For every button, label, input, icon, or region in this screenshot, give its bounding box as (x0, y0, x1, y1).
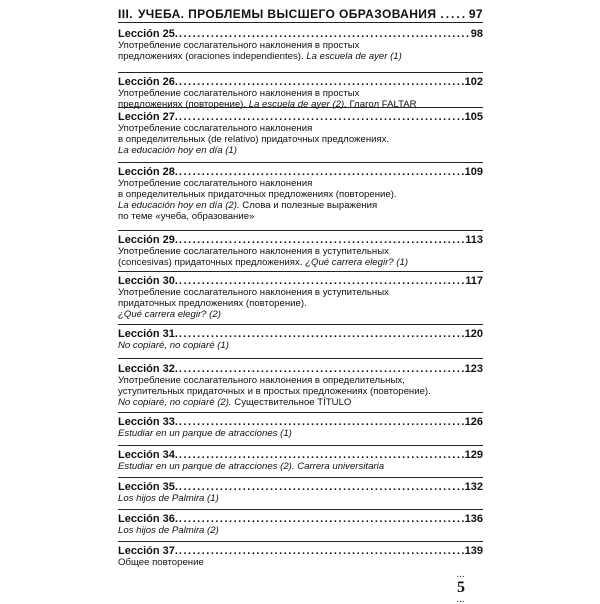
toc-entry (118, 232, 483, 268)
leader-dots (179, 328, 464, 340)
divider (118, 358, 483, 359)
text-run: Употребление сослагательного наклонения в уступительных (118, 246, 389, 257)
description-line (118, 257, 483, 268)
italic-text-run: No copiaré, no copiaré (2). (118, 397, 232, 408)
toc-entry (118, 414, 483, 439)
section-number: III. (118, 7, 133, 21)
italic-text-run: La escuela de ayer (2). (248, 99, 347, 110)
entry-heading (118, 164, 483, 178)
page-folio (453, 573, 469, 603)
divider (118, 230, 483, 231)
leader-dots (179, 513, 464, 525)
toc-entry (118, 447, 483, 472)
description-line (118, 123, 483, 134)
entry-heading (118, 273, 483, 287)
folio-mark-bottom: ... (456, 596, 466, 604)
lesson-title: Lección 34. (118, 449, 178, 461)
text-run: предложениях (oraciones independientes). (118, 51, 307, 62)
italic-text-run: Estudiar en un parque de atracciones (1) (118, 428, 292, 439)
italic-text-run: ¿Qué carrera elegir? (1) (305, 257, 409, 268)
description-line (118, 493, 483, 504)
lesson-description (118, 40, 483, 62)
lesson-page-number: 120 (464, 328, 483, 340)
italic-text-run: ¿Qué carrera elegir? (2) (118, 309, 221, 320)
divider (118, 107, 483, 108)
description-line (118, 375, 483, 386)
lesson-title: Lección 36. (118, 513, 178, 525)
description-line (118, 340, 483, 351)
description-line (118, 145, 483, 156)
entry-heading (118, 74, 483, 88)
folio-mark-top: ... (456, 571, 466, 579)
lesson-description (118, 525, 483, 536)
description-line (118, 309, 483, 320)
lesson-title: Lección 31. (118, 328, 178, 340)
text-run: Слова и полезные выражения (239, 200, 378, 211)
entry-heading (118, 109, 483, 123)
lesson-page-number: 126 (464, 416, 483, 428)
toc-entry (118, 479, 483, 504)
toc-entry (118, 26, 483, 62)
divider (118, 162, 483, 163)
description-line (118, 428, 483, 439)
lesson-description (118, 493, 483, 504)
entry-heading (118, 232, 483, 246)
lesson-description (118, 178, 483, 222)
description-line (118, 525, 483, 536)
lesson-page-number: 123 (464, 363, 483, 375)
leader-dots (440, 7, 464, 21)
entry-heading (118, 447, 483, 461)
lesson-description (118, 287, 483, 320)
description-line (118, 40, 483, 51)
divider (118, 477, 483, 478)
lesson-title: Lección 30. (118, 275, 178, 287)
description-line (118, 397, 483, 408)
leader-dots (179, 363, 464, 375)
text-run: в определительных (de relativo) придаточных предложениях. (118, 134, 390, 145)
lesson-page-number: 139 (464, 545, 483, 557)
text-run: Употребление сослагательного наклонения в уступительных (118, 287, 389, 298)
toc-entry (118, 74, 483, 110)
lesson-title: Lección 28. (118, 166, 178, 178)
leader-dots (179, 275, 464, 287)
italic-text-run: La educación hoy en día (1) (118, 145, 237, 156)
entry-heading (118, 361, 483, 375)
divider (118, 445, 483, 446)
lesson-page-number: 105 (464, 111, 483, 123)
lesson-title: Lección 27. (118, 111, 178, 123)
italic-text-run: No copiaré, no copiaré (1) (118, 340, 229, 351)
entry-heading (118, 414, 483, 428)
leader-dots (179, 234, 464, 246)
text-run: уступительных придаточных и в простых предложениях (повторение). (118, 386, 431, 397)
leader-dots (179, 166, 464, 178)
toc-entry (118, 543, 483, 568)
divider (118, 271, 483, 272)
toc-entry (118, 164, 483, 222)
toc-entry (118, 361, 483, 408)
description-line (118, 189, 483, 200)
entry-heading (118, 26, 483, 40)
description-line (118, 178, 483, 189)
divider (118, 324, 483, 325)
text-run: (concesivas) придаточных предложениях. (118, 257, 306, 268)
description-line (118, 557, 483, 568)
description-line (118, 287, 483, 298)
lesson-page-number: 102 (464, 76, 483, 88)
folio-number: 5 (457, 579, 465, 596)
text-run: придаточных предложениях (повторение). (118, 298, 307, 309)
lesson-description (118, 340, 483, 351)
leader-dots (179, 416, 464, 428)
leader-dots (179, 449, 464, 461)
section-heading (118, 5, 483, 21)
lesson-description (118, 123, 483, 156)
description-line (118, 88, 483, 99)
text-run: Общее повторение (118, 557, 204, 568)
text-run: Употребление сослагательного наклонения (118, 178, 313, 189)
lesson-description (118, 428, 483, 439)
italic-text-run: Estudiar en un parque de atracciones (2). Carrera universitaria (118, 461, 385, 472)
divider (118, 72, 483, 73)
lesson-title: Lección 32. (118, 363, 178, 375)
lesson-description (118, 557, 483, 568)
leader-dots (179, 481, 464, 493)
lesson-page-number: 98 (470, 28, 483, 40)
italic-text-run: Los hijos de Palmira (1) (118, 493, 219, 504)
divider (118, 509, 483, 510)
divider (118, 412, 483, 413)
description-line (118, 461, 483, 472)
lesson-title: Lección 29. (118, 234, 178, 246)
entry-heading (118, 479, 483, 493)
text-run: Глагол FALTAR (346, 99, 417, 110)
divider (118, 22, 483, 23)
entry-heading (118, 543, 483, 557)
description-line (118, 298, 483, 309)
lesson-page-number: 109 (464, 166, 483, 178)
description-line (118, 386, 483, 397)
entry-heading (118, 326, 483, 340)
description-line (118, 134, 483, 145)
text-run: в определительных придаточных предложениях (повторение). (118, 189, 397, 200)
italic-text-run: Los hijos de Palmira (2) (118, 525, 219, 536)
description-line (118, 51, 483, 62)
description-line (118, 246, 483, 257)
text-run: Существительное TÍTULO (231, 397, 352, 408)
text-run: Употребление сослагательного наклонения в простых (118, 88, 360, 99)
lesson-title: Lección 33. (118, 416, 178, 428)
toc-entry (118, 511, 483, 536)
toc-entry (118, 273, 483, 320)
description-line (118, 200, 483, 211)
lesson-description (118, 246, 483, 268)
toc-entry (118, 326, 483, 351)
leader-dots (179, 28, 470, 40)
section-page: 97 (468, 7, 483, 21)
lesson-page-number: 113 (465, 234, 483, 246)
lesson-title: Lección 26. (118, 76, 178, 88)
italic-text-run: La escuela de ayer (1) (306, 51, 402, 62)
leader-dots (179, 76, 464, 88)
lesson-page-number: 136 (464, 513, 483, 525)
divider (118, 541, 483, 542)
lesson-title: Lección 37. (118, 545, 178, 557)
text-run: Употребление сослагательного наклонения в простых (118, 40, 360, 51)
description-line (118, 211, 483, 222)
text-run: по теме «учеба, образование» (118, 211, 255, 222)
lesson-page-number: 132 (464, 481, 483, 493)
text-run: предложениях (повторение). (118, 99, 249, 110)
lesson-page-number: 129 (464, 449, 483, 461)
lesson-page-number: 117 (465, 275, 483, 287)
text-run: Употребление сослагательного наклонения (118, 123, 313, 134)
lesson-title: Lección 35. (118, 481, 178, 493)
leader-dots (179, 111, 464, 123)
leader-dots (179, 545, 464, 557)
text-run: Употребление сослагательного наклонения в определительных, (118, 375, 405, 386)
lesson-title: Lección 25. (118, 28, 178, 40)
italic-text-run: La educación hoy en día (2). (118, 200, 240, 211)
entry-heading (118, 511, 483, 525)
toc-entry (118, 109, 483, 156)
section-title: УЧЕБА. ПРОБЛЕМЫ ВЫСШЕГО ОБРАЗОВАНИЯ (137, 7, 437, 21)
lesson-description (118, 375, 483, 408)
lesson-description (118, 461, 483, 472)
